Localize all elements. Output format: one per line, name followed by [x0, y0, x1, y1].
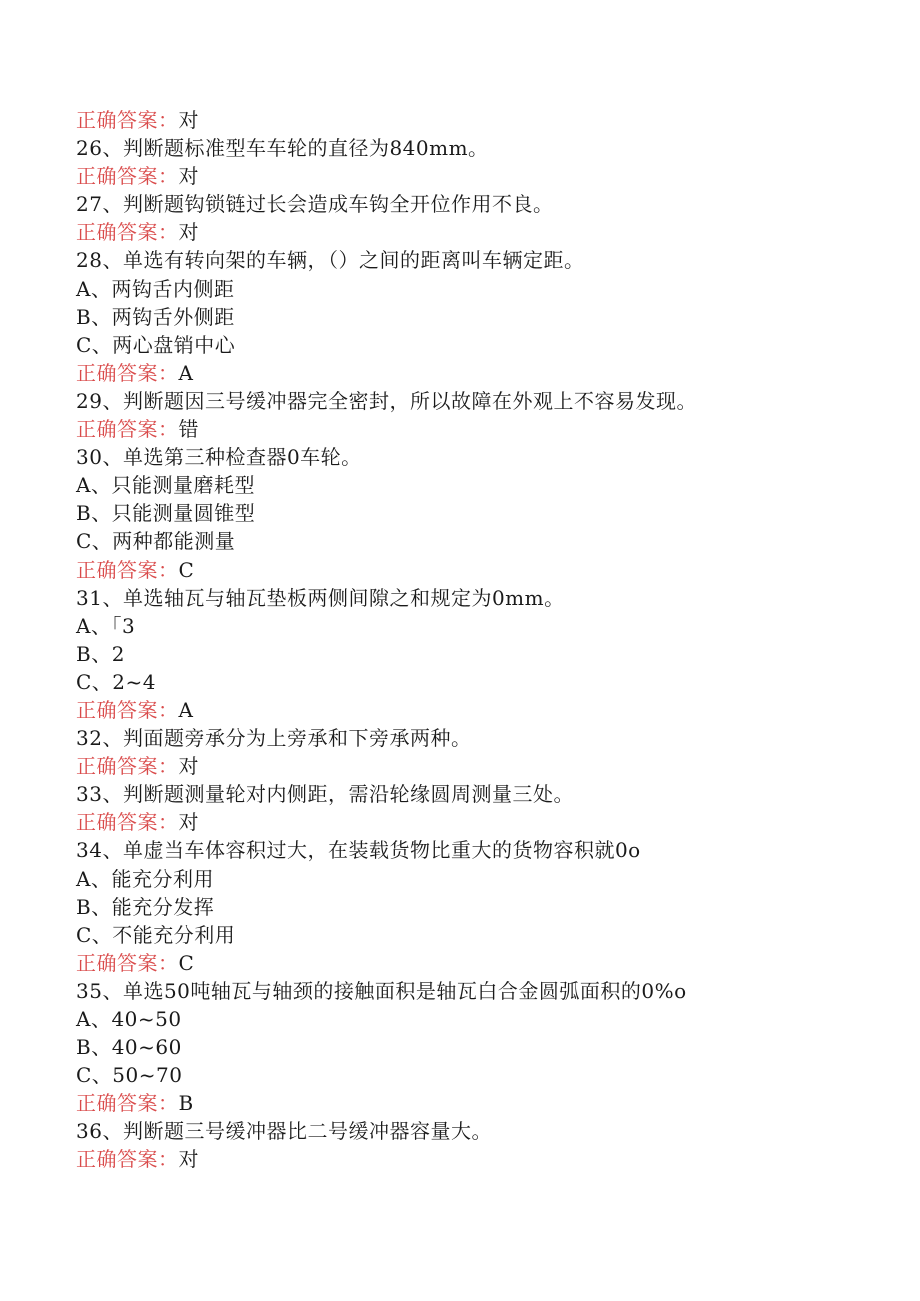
question-text-line: 26、判断题标准型车车轮的直径为840mm。	[76, 136, 489, 161]
question-text-line: B、能充分发挥	[76, 894, 215, 919]
question-text-line: C、不能充分利用	[76, 922, 236, 947]
question-text-line: 31、单选轴瓦与轴瓦垫板两侧间隙之和规定为0mm。	[76, 585, 565, 610]
answer-label: 正确答案：	[76, 810, 179, 835]
question-text-line: 35、单选50吨轴瓦与轴颈的接触面积是轴瓦白合金圆弧面积的0%o	[76, 978, 687, 1003]
answer-line	[76, 106, 876, 134]
answer-value: 对	[178, 108, 199, 132]
answer-label: 正确答案：	[76, 164, 179, 189]
answer-label: 正确答案：	[76, 697, 179, 722]
question-text-line: C、2~4	[76, 669, 157, 694]
answer-line	[76, 162, 876, 190]
answer-value: 对	[178, 220, 199, 245]
question-text-line: 32、判面题旁承分为上旁承和下旁承两种。	[76, 726, 472, 751]
question-text-line: B、两钩舌外侧距	[76, 304, 235, 329]
question-text-line: 29、判断题因三号缓冲器完全密封，所以故障在外观上不容易发现。	[76, 388, 697, 413]
answer-label: 正确答案：	[76, 950, 179, 975]
answer-line	[76, 696, 876, 724]
answer-label: 正确答案：	[76, 1091, 179, 1116]
answer-line	[76, 415, 876, 443]
answer-value: 对	[178, 754, 199, 779]
answer-line	[76, 1145, 876, 1173]
question-text-line: C、两心盘销中心	[76, 332, 236, 357]
answer-value: C	[178, 950, 195, 975]
question-text-line: 36、判断题三号缓冲器比二号缓冲器容量大。	[76, 1119, 492, 1144]
answer-label: 正确答案：	[76, 108, 179, 132]
answer-label: 正确答案：	[76, 417, 179, 442]
answer-line	[76, 1089, 876, 1117]
question-list	[76, 106, 876, 1174]
answer-label: 正确答案：	[76, 557, 179, 582]
answer-value: 对	[178, 164, 199, 189]
answer-value: 错	[178, 417, 199, 442]
answer-value: 对	[178, 810, 199, 835]
answer-value: A	[178, 360, 194, 385]
question-text-line: B、40~60	[76, 1035, 182, 1060]
answer-line	[76, 218, 876, 246]
answer-line	[76, 808, 876, 836]
question-text-line: 28、单选有转向架的车辆，（）之间的距离叫车辆定距。	[76, 248, 585, 273]
question-text-line: 34、单虚当车体容积过大，在装载货物比重大的货物容积就0o	[76, 838, 641, 863]
question-text-line: A、能充分利用	[76, 866, 214, 891]
question-text-line: 27、判断题钩锁链过长会造成车钩全开位作用不良。	[76, 192, 554, 217]
question-text-line: C、两种都能测量	[76, 529, 236, 554]
answer-value: B	[178, 1091, 194, 1116]
question-text-line: 30、单选第三种检查器0车轮。	[76, 445, 362, 470]
question-text-line: C、50~70	[76, 1063, 183, 1088]
question-text-line: A、两钩舌内侧距	[76, 276, 235, 301]
answer-value: C	[178, 557, 195, 582]
question-text-line: A、40~50	[76, 1007, 182, 1031]
answer-line	[76, 752, 876, 780]
question-text-line: 33、判断题测量轮对内侧距，需沿轮缘圆周测量三处。	[76, 782, 574, 807]
answer-label: 正确答案：	[76, 754, 179, 779]
answer-label: 正确答案：	[76, 1147, 179, 1172]
question-text-line: A、「3	[76, 613, 136, 638]
question-text-line: B、只能测量圆锥型	[76, 501, 256, 526]
answer-line	[76, 359, 876, 387]
answer-value: 对	[178, 1147, 199, 1172]
answer-line	[76, 556, 876, 584]
answer-label: 正确答案：	[76, 360, 179, 385]
answer-value: A	[178, 697, 194, 722]
question-text-line: A、只能测量磨耗型	[76, 473, 255, 498]
answer-line	[76, 949, 876, 977]
question-text-line: B、2	[76, 641, 125, 666]
answer-label: 正确答案：	[76, 220, 179, 245]
